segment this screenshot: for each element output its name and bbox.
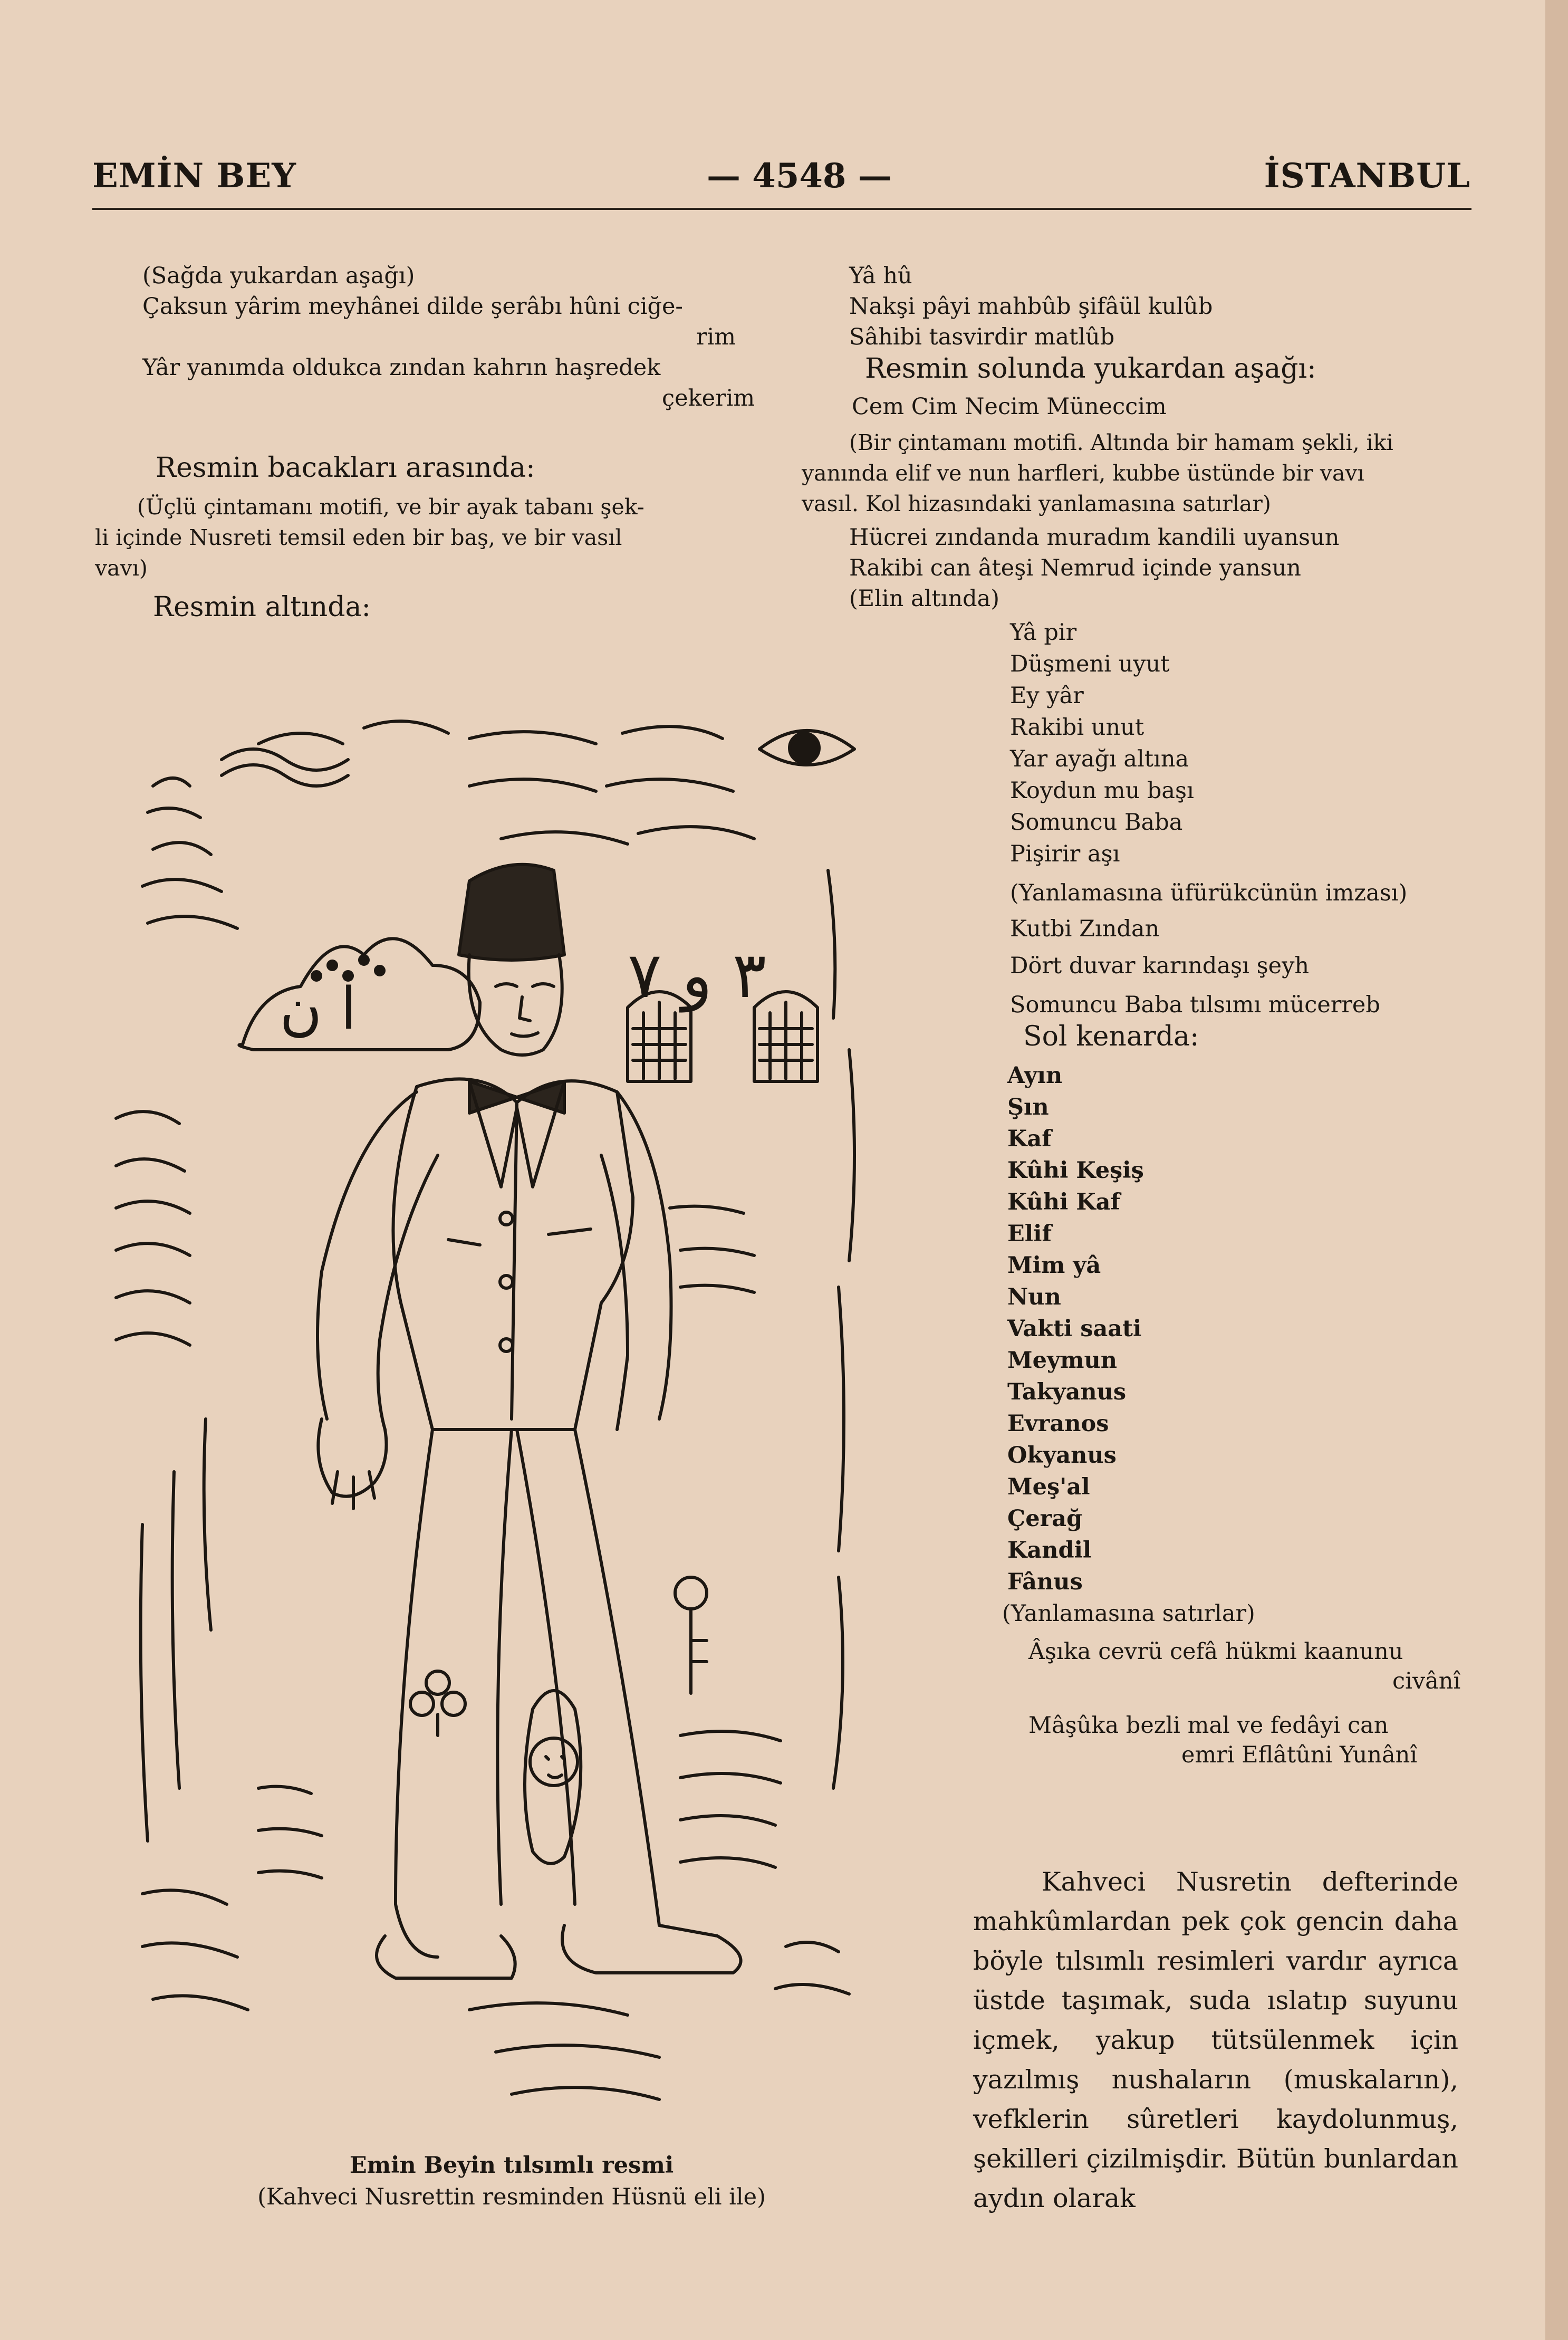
list-item: Kaf — [1007, 1126, 1052, 1152]
list-item: Çerağ — [1007, 1505, 1083, 1532]
figure-caption-subtitle: (Kahveci Nusrettin resminden Hüsnü eli ile) — [257, 2184, 766, 2210]
right-text-line: vasıl. Kol hizasındaki yanlamasına satırlar) — [802, 491, 1271, 516]
right-text-line: yanında elif ve nun harfleri, kubbe üstünde bir vavı — [802, 461, 1364, 486]
left-text-line: Çaksun yârim meyhânei dilde şerâbı hûni ciğe- — [142, 293, 683, 320]
verse-line: Âşıka cevrü cefâ hükmi kaanunu — [1028, 1638, 1403, 1665]
poem-line: Yar ayağı altına — [1010, 746, 1189, 772]
verse-line: civânî — [1392, 1668, 1461, 1694]
right-text-line: Cem Cim Necim Müneccim — [852, 394, 1167, 420]
list-item: Evranos — [1007, 1411, 1109, 1437]
list-item: Kûhi Keşiş — [1007, 1157, 1144, 1184]
list-item: Nun — [1007, 1284, 1061, 1310]
paragraph-text: Kahveci Nusretin defterinde mahkûmlardan pek çok gencin daha böyle tılsımlı resimleri vardır ayrıca üstde taşımak, suda ıslatıp suyunu içmek, yakup tütsülenmek için yazılmış nushaların (muskaların), vefklerin sûretleri kaydolunmuş, şekilleri çizilmişdir. Bütün bunlardan aydın olarak — [973, 1867, 1458, 2213]
list-item: Mim yâ — [1007, 1252, 1101, 1279]
poem-line: Koydun mu başı — [1010, 778, 1194, 804]
page-header — [0, 156, 1568, 198]
poem-line: Somuncu Baba tılsımı mücerreb — [1010, 992, 1380, 1018]
poem-line: (Yanlamasına üfürükcünün imzası) — [1010, 880, 1408, 906]
left-text-line: Yâr yanımda oldukca zından kahrın haşredek — [142, 354, 661, 381]
page-edge — [1545, 0, 1568, 2340]
body-paragraph — [973, 1862, 1458, 2218]
left-subheading: Resmin bacakları arasında: — [156, 452, 535, 484]
left-text-line: (Üçlü çintamanı motifi, ve bir ayak tabanı şek- — [137, 494, 644, 520]
right-text-line: (Elin altında) — [849, 586, 1000, 612]
header-rule — [92, 208, 1471, 210]
poem-line: Rakibi unut — [1010, 714, 1144, 741]
list-item: Ayın — [1007, 1062, 1063, 1089]
running-title-left: EMİN BEY — [92, 156, 296, 196]
section-heading: Sol kenarda: — [1023, 1021, 1199, 1052]
left-text-line: li içinde Nusreti temsil eden bir baş, ve bir vasıl — [95, 525, 622, 550]
poem-line: Pişirir aşı — [1010, 841, 1120, 867]
list-item: Kandil — [1007, 1537, 1092, 1564]
list-item: Vakti saati — [1007, 1316, 1142, 1342]
right-text-line: Rakibi can âteşi Nemrud içinde yansun — [849, 555, 1301, 581]
figure-caption-title: Emin Beyin tılsımlı resmi — [349, 2152, 674, 2179]
poem-line: Kutbi Zından — [1010, 916, 1160, 942]
left-subheading: Resmin altında: — [153, 591, 371, 623]
list-item: Kûhi Kaf — [1007, 1189, 1120, 1215]
right-text-line: Hücrei zındanda muradım kandili uyansun — [849, 524, 1340, 551]
verse-line: Mâşûka bezli mal ve fedâyi can — [1028, 1712, 1389, 1739]
list-item: Meş'al — [1007, 1474, 1090, 1500]
verse-line: emri Eflâtûni Yunânî — [1181, 1742, 1418, 1768]
left-text-line: (Sağda yukardan aşağı) — [142, 263, 415, 289]
list-item: Şın — [1007, 1094, 1049, 1120]
running-title-right: İSTANBUL — [1264, 156, 1470, 196]
figure-numerals: ٣ و ٧ — [628, 939, 767, 1012]
right-text-line: Sâhibi tasvirdir matlûb — [849, 324, 1115, 350]
list-item: (Yanlamasına satırlar) — [1002, 1600, 1255, 1627]
left-text-line: rim — [696, 324, 736, 350]
list-item: Fânus — [1007, 1569, 1083, 1595]
poem-line: Dört duvar karındaşı şeyh — [1010, 953, 1310, 979]
page-number: — 4548 — — [707, 156, 892, 196]
list-item: Okyanus — [1007, 1442, 1117, 1469]
talisman-drawing — [100, 680, 934, 2157]
list-item: Meymun — [1007, 1347, 1117, 1374]
left-text-line: vavı) — [95, 555, 148, 581]
figure-letters: ا ن — [280, 975, 357, 1042]
right-text-line: (Bir çintamanı motifi. Altında bir hamam şekli, iki — [849, 430, 1393, 455]
left-text-line: çekerim — [662, 385, 755, 411]
poem-line: Düşmeni uyut — [1010, 651, 1170, 677]
right-text-line: Nakşi pâyi mahbûb şifâül kulûb — [849, 293, 1213, 320]
poem-line: Somuncu Baba — [1010, 809, 1183, 836]
right-subheading: Resmin solunda yukardan aşağı: — [865, 353, 1316, 385]
list-item: Takyanus — [1007, 1379, 1127, 1405]
poem-line: Yâ pir — [1010, 619, 1077, 646]
list-item: Elif — [1007, 1221, 1052, 1247]
right-text-line: Yâ hû — [849, 263, 912, 289]
poem-line: Ey yâr — [1010, 683, 1084, 709]
